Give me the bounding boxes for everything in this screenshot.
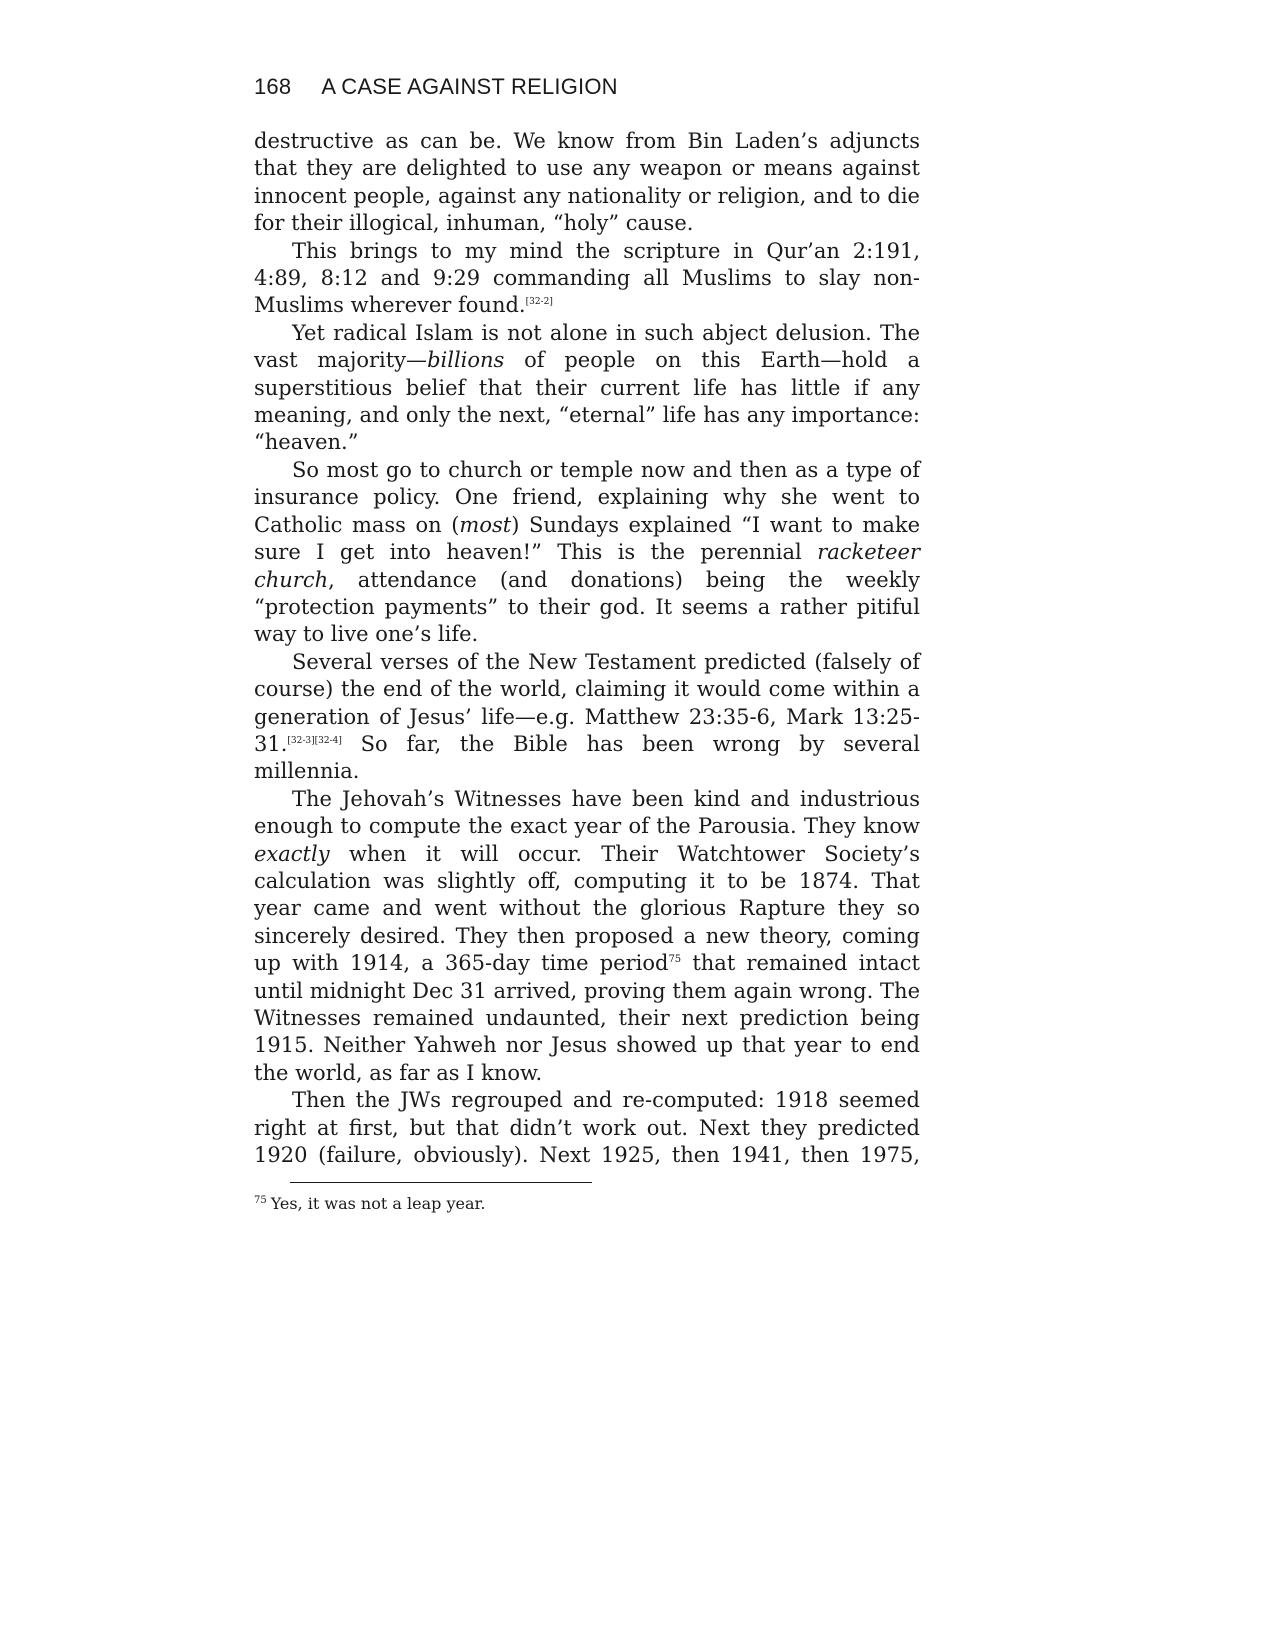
paragraph-1 — [254, 128, 920, 238]
paragraph-7-text: Then the JWs regrouped and re-computed: 1918 seemed right at first, but that didn’t work out. Next they predicted 1920 (failure, obviously). Next 1925, then 1941, then 1975, — [254, 1088, 920, 1168]
citation-marker: [32-3] — [287, 735, 315, 746]
paragraph-5-text-b: So far, the Bible has been wrong by several millennia. — [254, 731, 920, 784]
paragraph-1-text: destructive as can be. We know from Bin Laden’s adjuncts that they are delighted to use any weapon or means against innocent people, against any nationality or religion, and to die for their illogical, inhuman, “holy” cause. — [254, 129, 920, 236]
footnote-reference: 75 — [668, 954, 682, 966]
paragraph-6 — [254, 786, 920, 1087]
paragraph-6-text-b: when it will occur. Their Watchtower Society’s calculation was slightly off, computing it to be 1874. That year came and went without the glorious Rapture they so sincerely desired. They then proposed a new theory, coming up with 1914, a 365-day time period — [254, 841, 920, 976]
running-header — [254, 74, 618, 100]
paragraph-4-text-b: ) Sundays explained “I want to make sure I get into heaven!” This is the perennial — [254, 512, 920, 565]
paragraph-3-text-b: of people on this Earth—hold a superstitious belief that their current life has little if any meaning, and only the next, “eternal” life has any importance: “heaven.” — [254, 348, 920, 455]
paragraph-3 — [254, 320, 920, 457]
paragraph-4-text-c: , attendance (and donations) being the weekly “protection payments” to their god. It seems a rather pitiful way to live one’s life. — [254, 567, 920, 647]
paragraph-2 — [254, 238, 920, 320]
paragraph-4-emphasis-b: racketeer church — [254, 540, 920, 592]
citation-marker: [32-2] — [525, 297, 553, 308]
citation-marker: [32-4] — [314, 735, 342, 746]
footnote-text: Yes, it was not a leap year. — [270, 1194, 486, 1213]
body-text — [254, 128, 920, 1169]
paragraph-4 — [254, 457, 920, 649]
paragraph-2-text: This brings to my mind the scripture in Qur’an 2:191, 4:89, 8:12 and 9:29 commanding all Muslims to slay non-Muslims wherever found. — [254, 238, 920, 318]
paragraph-6-text-a: The Jehovah’s Witnesses have been kind and industrious enough to compute the exact year of the Parousia. They know — [254, 786, 920, 839]
paragraph-5 — [254, 649, 920, 786]
paragraph-4-emphasis-a: most — [459, 512, 512, 537]
footnote-divider — [290, 1182, 592, 1183]
paragraph-5-text-a: Several verses of the New Testament predicted (falsely of course) the end of the world, claiming it would come within a generation of Jesus’ life—e.g. Matthew 23:35-6, Mark 13:25-31. — [254, 649, 920, 756]
paragraph-6-text-c: that remained intact until midnight Dec 31 arrived, proving them again wrong. The Witnesses remained undaunted, their next prediction being 1915. Neither Yahweh nor Jesus showed up that year to end the world, as far as I know. — [254, 951, 920, 1085]
paragraph-3-emphasis: billions — [427, 348, 505, 373]
paragraph-6-emphasis: exactly — [254, 841, 330, 866]
page-number: 168 — [254, 74, 292, 99]
paragraph-3-text-a: Yet radical Islam is not alone in such abject delusion. The vast majority— — [254, 320, 920, 373]
footnote — [254, 1194, 920, 1213]
running-title: A CASE AGAINST RELIGION — [321, 74, 618, 99]
paragraph-7 — [254, 1087, 920, 1169]
paragraph-4-text-a: So most go to church or temple now and then as a type of insurance policy. One friend, explaining why she went to Catholic mass on ( — [254, 457, 920, 537]
footnote-number: 75 — [254, 1195, 267, 1206]
